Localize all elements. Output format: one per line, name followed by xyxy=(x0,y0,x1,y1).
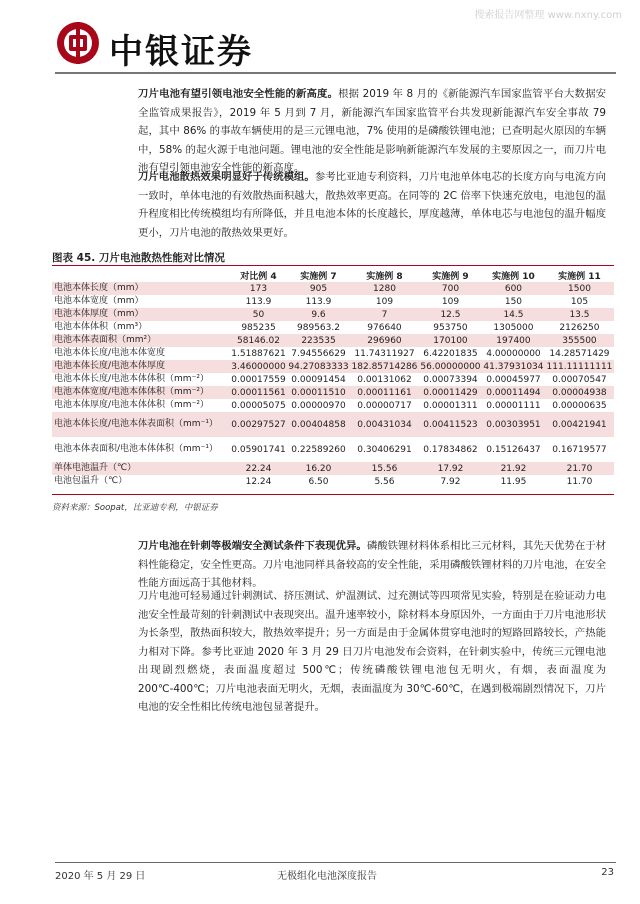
table-cell: 16.20 xyxy=(287,462,350,475)
table-cell: 94.27083333 xyxy=(288,361,349,372)
table-cell: 13.5 xyxy=(545,308,614,321)
table-row xyxy=(52,412,614,437)
table-header-cell: 对比例 4 xyxy=(240,271,277,282)
table-cell: 0.00070547 xyxy=(552,374,607,385)
row-label: 电池本体长度/电池本体表面积（mm⁻¹） xyxy=(52,412,230,437)
table-cell: 14.5 xyxy=(482,308,545,321)
table-row xyxy=(52,437,614,462)
table-cell: 11.74311927 xyxy=(354,348,415,359)
table-row xyxy=(52,462,614,475)
table-cell: 11.95 xyxy=(500,476,527,487)
table-cell: 6.42201835 xyxy=(423,348,478,359)
table-row xyxy=(52,475,614,488)
table-cell: 21.70 xyxy=(545,462,614,475)
table-cell: 0.16719577 xyxy=(552,444,607,455)
table-cell: 50 xyxy=(230,308,287,321)
table-cell: 22.24 xyxy=(230,462,287,475)
table-cell: 12.5 xyxy=(419,308,482,321)
table-cell: 1305000 xyxy=(493,322,534,333)
row-label: 电池本体宽度（mm） xyxy=(54,296,144,306)
table-cell: 173 xyxy=(230,282,287,295)
table-row xyxy=(52,334,614,347)
table-header-cell: 实施例 10 xyxy=(492,271,535,282)
paragraph-2-lead: 刀片电池散热效果明显好于传统模组。 xyxy=(138,171,315,183)
table-cell: 170100 xyxy=(419,334,482,347)
table-cell: 0.17834862 xyxy=(423,444,478,455)
header-divider xyxy=(55,72,616,74)
table-cell: 17.92 xyxy=(419,462,482,475)
table-title: 图表 45. 刀片电池散热性能对比情况 xyxy=(52,252,225,264)
table-cell: 223535 xyxy=(287,334,350,347)
row-label: 电池本体宽度/电池本体体积（mm⁻²） xyxy=(52,386,230,399)
table-cell: 109 xyxy=(441,296,460,307)
paragraph-3-body: 磷酸铁锂材料体系相比三元材料，其先天优势在于材料性能稳定，安全性更高。刀片电池同样具备较高的安全性能，采用磷酸铁锂材料的刀片电池，在安全性能方面远高于其他材料。 xyxy=(138,540,607,589)
table-cell: 0.00303951 xyxy=(482,412,545,437)
table-cell: 0.00073394 xyxy=(423,374,478,385)
table-cell: 0.00001311 xyxy=(423,400,478,411)
table-row xyxy=(52,321,614,334)
table-cell: 0.00011429 xyxy=(419,386,482,399)
table-cell: 109 xyxy=(375,296,394,307)
table-cell: 953750 xyxy=(433,322,468,333)
table-cell: 197400 xyxy=(482,334,545,347)
table-header-cell: 实施例 11 xyxy=(558,271,601,282)
table-cell: 0.00297527 xyxy=(230,412,287,437)
table-cell: 182.85714286 xyxy=(351,361,418,372)
table-row xyxy=(52,282,614,295)
paragraph-1-body: 根据 2019 年 8 月的《新能源汽车国家监管平台大数据安全监管成果报告》，2019 年 5 月到 7 月，新能源汽车国家监管平台共发现新能源汽车安全事故 79 起，其中 86% 的事故车辆使用的是三元锂电池，7% 使用的是磷酸铁锂电池；已查明起火原因的车辆中，58% 的起火源于电池问题。锂电池的安全性能是影响新能源汽车发展的主要原因之一，而刀片电池有望引领电池安全性能的新高度。 xyxy=(138,88,607,174)
watermark: 搜索报告网整理 www.nxny.com xyxy=(474,10,622,21)
table-cell: 111.11111111 xyxy=(546,361,613,372)
table-cell: 0.00000970 xyxy=(291,400,346,411)
table-header-cell: 实施例 9 xyxy=(432,271,469,282)
table-cell: 700 xyxy=(419,282,482,295)
table-header-blank xyxy=(52,268,230,282)
table-row xyxy=(52,373,614,386)
table-cell: 41.37931034 xyxy=(483,361,544,372)
table-cell: 9.6 xyxy=(287,308,350,321)
table-row xyxy=(52,347,614,360)
table-cell: 7.92 xyxy=(440,476,461,487)
table-cell: 0.00411523 xyxy=(419,412,482,437)
table-cell: 0.00404858 xyxy=(287,412,350,437)
table-cell: 0.00011561 xyxy=(231,387,286,398)
table-cell: 976640 xyxy=(367,322,402,333)
page-number: 23 xyxy=(601,867,614,878)
table-top-rule xyxy=(52,265,614,266)
table-cell: 0.00004938 xyxy=(545,386,614,399)
table-cell: 5.56 xyxy=(374,476,395,487)
footer-title: 无极组化电池深度报告 xyxy=(277,871,377,882)
footer-divider xyxy=(55,862,616,863)
table-row xyxy=(52,308,614,321)
table-cell: 12.24 xyxy=(245,476,272,487)
table-cell: 0.00000635 xyxy=(552,400,607,411)
table-cell: 600 xyxy=(482,282,545,295)
table-source: 资料来源：Soopat，比亚迪专利，中银证券 xyxy=(52,503,218,513)
table-header-cell: 实施例 8 xyxy=(366,271,403,282)
table-cell: 0.05901741 xyxy=(231,444,286,455)
table-cell: 0.00011494 xyxy=(482,386,545,399)
brand-name: 中银证券 xyxy=(109,32,253,72)
paragraph-1-lead: 刀片电池有望引领电池安全性能的新高度。 xyxy=(138,88,339,100)
table-cell: 4.00000000 xyxy=(486,348,541,359)
paragraph-4 xyxy=(138,587,606,717)
bank-of-china-logo xyxy=(55,20,101,66)
table-cell: 15.56 xyxy=(350,462,419,475)
table-row xyxy=(52,399,614,412)
table-cell: 0.00011161 xyxy=(350,386,419,399)
table-cell: 0.00011510 xyxy=(287,386,350,399)
table-cell: 7.94556629 xyxy=(291,348,346,359)
table-cell: 0.15126437 xyxy=(486,444,541,455)
table-cell: 113.9 xyxy=(245,296,272,307)
table-cell: 58146.02 xyxy=(230,334,287,347)
table-header-cell: 实施例 7 xyxy=(300,271,337,282)
row-label: 电池本体长度/电池本体厚度 xyxy=(52,360,230,373)
row-label: 电池本体体积（mm³） xyxy=(54,322,148,332)
paragraph-3-lead: 刀片电池在针刺等极端安全测试条件下表现优异。 xyxy=(138,540,367,552)
row-label: 电池本体长度/电池本体体积（mm⁻²） xyxy=(54,374,209,384)
table-cell: 0.30406291 xyxy=(357,444,412,455)
row-label: 电池本体厚度（mm） xyxy=(52,308,230,321)
table-header-row xyxy=(52,268,614,282)
table-cell: 0.00005075 xyxy=(231,400,286,411)
footer-date: 2020 年 5 月 29 日 xyxy=(55,871,146,882)
table-cell: 0.00001111 xyxy=(486,400,541,411)
table-cell: 355500 xyxy=(545,334,614,347)
table-cell: 296960 xyxy=(350,334,419,347)
row-label: 单体电池温升（℃） xyxy=(52,462,230,475)
table-cell: 0.00421941 xyxy=(545,412,614,437)
row-label: 电池包温升（℃） xyxy=(54,476,128,486)
table-cell: 0.00091454 xyxy=(291,374,346,385)
table-cell: 3.46000000 xyxy=(231,361,286,372)
heat-dissipation-table xyxy=(52,268,614,488)
header xyxy=(55,14,615,72)
table-cell: 0.22589260 xyxy=(291,444,346,455)
table-cell: 56.00000000 xyxy=(420,361,481,372)
row-label: 电池本体厚度/电池本体体积（mm⁻²） xyxy=(54,400,209,410)
table-cell: 905 xyxy=(287,282,350,295)
table-cell: 985235 xyxy=(241,322,276,333)
table-row xyxy=(52,295,614,308)
table-cell: 2126250 xyxy=(559,322,600,333)
paragraph-4-body: 刀片电池可轻易通过针刺测试、挤压测试、炉温测试、过充测试等四项常见实验，特别是在验证动力电池安全性最苛刻的针刺测试中表现突出。温升速率较小，除材料本身原因外，一方面由于刀片电池形状为长条型，散热面积较大，散热效率提升；另一方面是由于金属体贯穿电池时的短路回路较长，产热能力相对下降。参考比亚迪 2020 年 3 月 29 日刀片电池发布会资料，在针刺实验中，传统三元锂电池出现剧烈燃烧，表面温度超过 500℃；传统磷酸铁锂电池包无明火，有烟，表面温度为 200℃-400℃；刀片电池表面无明火，无烟，表面温度为 30℃-60℃，在遇到极端剧烈情况下，刀片电池的安全性相比传统电池包显著提升。 xyxy=(138,590,606,713)
paragraph-2-body: 参考比亚迪专利资料，刀片电池单体电芯的长度方向与电流方向一致时，单体电池的有效散热面积越大，散热效率更高。在同等的 2C 倍率下快速充放电，电池包的温升程度相比传统模组均有所降低，并且电池本体的长度越长，厚度越薄，单体电芯与电池包的温升幅度更小，刀片电池的散热效果更好。 xyxy=(138,171,607,239)
paragraph-1 xyxy=(138,85,606,178)
table-cell: 0.00045977 xyxy=(486,374,541,385)
row-label: 电池本体长度/电池本体宽度 xyxy=(54,348,166,358)
table-cell: 0.00000717 xyxy=(357,400,412,411)
row-label: 电池本体表面积（mm²） xyxy=(52,334,230,347)
table-cell: 113.9 xyxy=(305,296,332,307)
table-cell: 0.00131062 xyxy=(357,374,412,385)
table-cell: 11.70 xyxy=(566,476,593,487)
table-cell: 989563.2 xyxy=(297,322,340,333)
table-cell: 150 xyxy=(504,296,523,307)
table-cell: 0.00017559 xyxy=(231,374,286,385)
table-bottom-rule xyxy=(52,494,614,495)
table-cell: 14.28571429 xyxy=(549,348,610,359)
table-row xyxy=(52,360,614,373)
table-cell: 1280 xyxy=(350,282,419,295)
table-row xyxy=(52,386,614,399)
table-cell: 0.00431034 xyxy=(350,412,419,437)
table-cell: 1500 xyxy=(545,282,614,295)
table-cell: 6.50 xyxy=(308,476,329,487)
row-label: 电池本体表面积/电池本体体积（mm⁻¹） xyxy=(54,444,218,454)
row-label: 电池本体长度（mm） xyxy=(52,282,230,295)
table-cell: 105 xyxy=(570,296,589,307)
table-cell: 7 xyxy=(350,308,419,321)
paragraph-2 xyxy=(138,168,606,242)
table-cell: 21.92 xyxy=(482,462,545,475)
paragraph-3 xyxy=(138,537,606,593)
table-cell: 1.51887621 xyxy=(231,348,286,359)
